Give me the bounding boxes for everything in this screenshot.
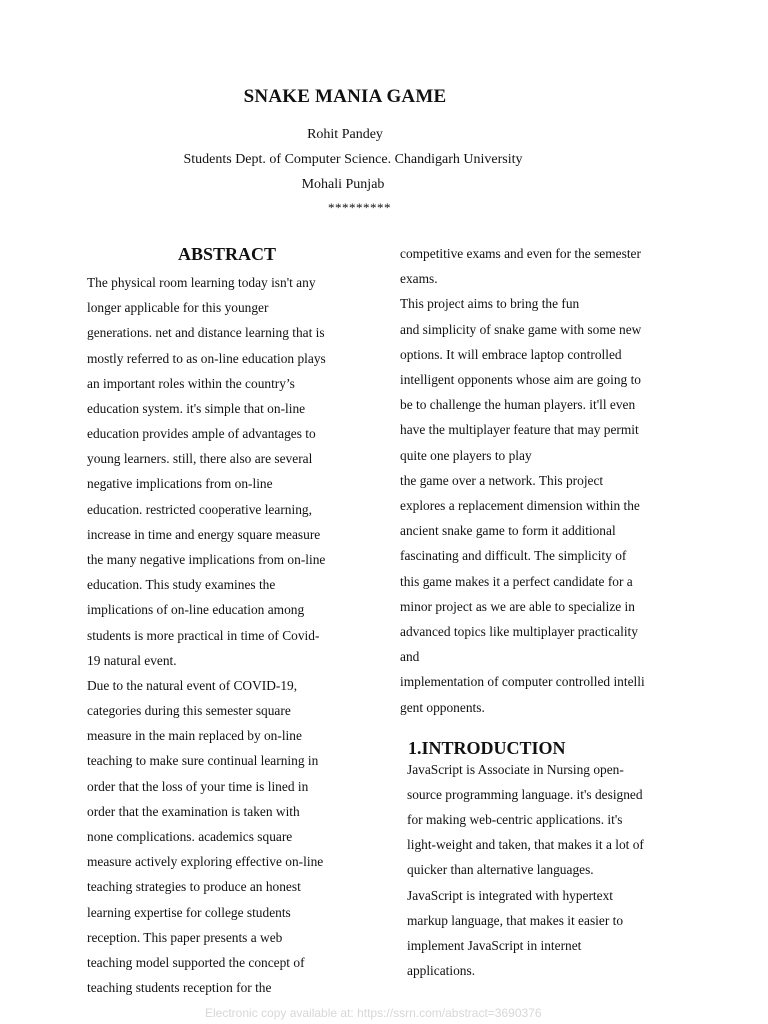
text-line: The physical room learning today isn't any	[87, 275, 316, 290]
text-line: markup language, that makes it easier to	[407, 912, 624, 928]
text-line: JavaScript is Associate in Nursing open-	[407, 762, 624, 777]
text-line: this game makes it a perfect candidate for a	[400, 573, 633, 589]
text-line: implementation of computer controlled intelli	[400, 674, 645, 690]
text-line: categories during this semester square	[87, 703, 291, 719]
text-line: explores a replacement dimension within the	[400, 498, 640, 513]
text-line: education system. it's simple that on-line	[87, 400, 306, 416]
text-line: order that the loss of your time is lined in	[87, 778, 309, 794]
text-line: measure in the main replaced by on-line	[87, 728, 302, 744]
author-name: Rohit Pandey	[307, 127, 383, 142]
text-line: options. It will embrace laptop controlled	[400, 346, 622, 362]
text-line: have the multiplayer feature that may permit	[400, 422, 639, 438]
text-line: implications of on-line education among	[87, 602, 305, 618]
text-line: measure actively exploring effective on-line	[87, 854, 324, 870]
text-line: generations. net and distance learning that is	[87, 325, 325, 341]
text-line: teaching to make sure continual learning in	[87, 753, 319, 769]
text-line: This project aims to bring the fun	[400, 296, 580, 312]
author-affiliation: Students Dept. of Computer Science. Chandigarh University	[183, 152, 523, 167]
text-line: learning expertise for college students	[87, 904, 291, 920]
text-line: education. restricted cooperative learning,	[87, 501, 312, 517]
text-line: 19 natural event.	[87, 652, 177, 668]
text-line: be to challenge the human players. it'll even	[400, 397, 636, 413]
author-location: Mohali Punjab	[301, 177, 385, 192]
text-line: Due to the natural event of COVID-19,	[87, 677, 298, 693]
text-line: JavaScript is integrated with hypertext	[407, 887, 614, 903]
footer-text: Electronic copy available at: https://ssrn.com/abstract=3690376	[205, 1006, 542, 1020]
text-line: minor project as we are able to specialize in	[400, 598, 635, 614]
author-separator: *********	[328, 200, 391, 215]
abstract-heading: ABSTRACT	[178, 244, 277, 264]
text-line: students is more practical in time of Covid-	[87, 627, 320, 643]
text-line: implement JavaScript in internet	[407, 937, 582, 953]
text-line: exams.	[400, 271, 438, 287]
text-line: education. This study examines the	[87, 577, 276, 593]
text-line: negative implications from on-line	[87, 476, 273, 492]
text-line: young learners. still, there also are several	[87, 451, 313, 467]
text-line: an important roles within the country’s	[87, 375, 295, 391]
text-line: light-weight and taken, that makes it a lot of	[407, 837, 644, 853]
text-line: teaching strategies to produce an honest	[87, 879, 301, 895]
text-line: increase in time and energy square measure	[87, 526, 321, 542]
text-line: for making web-centric applications. it's	[407, 812, 623, 828]
text-line: the many negative implications from on-line	[87, 551, 326, 567]
text-line: teaching students reception for the	[87, 980, 272, 996]
text-line: education provides ample of advantages to	[87, 426, 316, 442]
introduction-heading: 1.INTRODUCTION	[408, 738, 566, 758]
text-line: order that the examination is taken with	[87, 803, 300, 819]
text-line: fascinating and difficult. The simplicity of	[400, 548, 627, 564]
text-line: applications.	[407, 962, 476, 978]
text-line: source programming language. it's designed	[407, 787, 643, 803]
text-line: gent opponents.	[400, 699, 485, 715]
text-line: none complications. academics square	[87, 828, 293, 844]
text-line: reception. This paper presents a web	[87, 929, 283, 945]
text-line: longer applicable for this younger	[87, 300, 269, 316]
text-line: quite one players to play	[400, 447, 532, 463]
text-line: the game over a network. This project	[400, 472, 604, 488]
text-line: and simplicity of snake game with some new	[400, 321, 642, 337]
text-line: advanced topics like multiplayer practicality	[400, 624, 638, 639]
text-line: teaching model supported the concept of	[87, 954, 305, 970]
text-line: and	[400, 649, 420, 665]
text-line: competitive exams and even for the semester	[400, 246, 641, 261]
text-line: mostly referred to as on-line education plays	[87, 350, 326, 366]
text-line: ancient snake game to form it additional	[400, 523, 616, 539]
text-line: intelligent opponents whose aim are going to	[400, 372, 641, 387]
text-line: quicker than alternative languages.	[407, 862, 594, 878]
paper-title: SNAKE MANIA GAME	[243, 86, 447, 107]
